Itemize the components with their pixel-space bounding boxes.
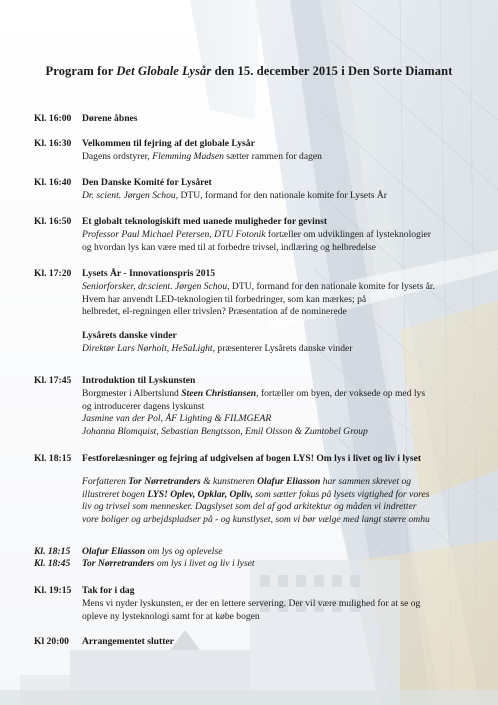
time-label: Kl. 16:00 — [34, 113, 72, 124]
item-heading: Den Danske Komité for Lysåret — [82, 177, 212, 188]
sub-heading: Lysårets danske vinder — [82, 330, 177, 342]
item-text: Hvem har anvendt LED-teknologien til forbedringer, som kan mærkes; på — [82, 293, 367, 305]
item-text: sætter rammen for dagen — [223, 150, 322, 162]
item-heading: Festforelæsninger og fejring af udgivelsen af bogen LYS! Om lys i livet og liv i lyset — [82, 453, 422, 464]
time-label: Kl 20:00 — [34, 636, 69, 647]
speaker-name: Steen Christiansen — [181, 387, 257, 399]
title-date-venue: den 15. december 2015 i Den Sorte Diamant — [211, 64, 453, 78]
item-text: helbredet, el-regningen eller trivslen? Præsentation af de nominerede — [82, 306, 347, 318]
artist-credit: Johanna Blomquist, Sebastian Bengtsson, Emil Olsson & Zumtobel Group — [82, 426, 368, 438]
item-text: DTU, formand for den nationale komite for Lysets År — [178, 189, 387, 201]
item-text: og hvordan lys kan være med til at forbedre trivsel, indlæring og helbredelse — [82, 241, 376, 253]
time-label: Kl. 16:40 — [34, 177, 72, 188]
item-heading: Tak for i dag — [82, 585, 135, 596]
artist-credit: Jasmine van der Pol, ÅF Lighting & FILMGEAR — [82, 413, 272, 425]
item-text: om lys i livet og liv i lyset — [154, 558, 255, 569]
item-text: og introducerer dagens lyskunst — [82, 400, 205, 412]
speaker-name: Olafur Eliasson — [82, 546, 146, 557]
speaker-name: Flemming Madsen — [152, 150, 224, 162]
item-heading: Et globalt teknologiskift med uanede muligheder for gevinst — [82, 216, 328, 227]
book-title: LYS! Oplev, Opklar, Opliv, — [147, 488, 253, 500]
item-text: har sammen skrevet og — [320, 475, 412, 487]
item-text: liv og trivsel som mennesker. Dagslyset som del af god arkitektur og måden vi indretter — [82, 501, 417, 513]
title-text: Program for — [45, 64, 117, 78]
item-text: Forfatteren — [82, 475, 129, 487]
item-text: Mens vi nyder lyskunsten, er der en lettere servering. Der vil være mulighed for at se og — [82, 597, 421, 609]
item-text: , fortæller om byen, der voksede op med lys — [256, 387, 426, 399]
speaker-name: Professor Paul Michael Petersen, DTU Fotonik — [82, 228, 266, 240]
page-title — [0, 64, 498, 79]
item-text: illustreret bogen — [82, 488, 148, 500]
time-label: Kl. 16:50 — [34, 216, 72, 227]
time-label: Kl. 19:15 — [34, 585, 72, 596]
item-text: Dagens ordstyrer, — [82, 150, 153, 162]
item-text: & kunstneren — [200, 475, 258, 487]
speaker-name: Dr. scient. Jørgen Schou, — [82, 189, 179, 201]
item-heading: Dørene åbnes — [82, 113, 138, 124]
time-label: Kl. 17:20 — [34, 268, 72, 279]
item-heading: Lysets År - Innovationspris 2015 — [82, 268, 216, 279]
item-text: som sætter fokus på lysets vigtighed for vores — [252, 488, 430, 500]
item-text: Borgmester i Albertslund — [82, 387, 182, 399]
item-text: præsenterer Lysårets danske vinder — [215, 342, 353, 354]
item-heading: Arrangementet slutter — [82, 636, 174, 647]
time-label: Kl. 18:15 — [34, 546, 71, 557]
speaker-name: Olafur Eliasson — [257, 475, 321, 487]
speaker-name: Seniorforsker, dr.scient. Jørgen Schou, — [82, 280, 230, 292]
item-text: DTU, formand for den nationale komite for lysets år. — [229, 280, 435, 292]
item-text: vore boliger og arbejdspladser på - og kunstlyset, som vi bør vælge med langt større omhu — [82, 514, 430, 526]
time-label: Kl. 17:45 — [34, 375, 72, 386]
item-heading: Velkommen til fejring af det globale Lysår — [82, 138, 255, 149]
speaker-name: Direktør Lars Nørholt, HeSaLight, — [82, 342, 215, 354]
item-text: fortæller om udviklingen af lysteknologier — [265, 228, 431, 240]
time-label: Kl. 16:30 — [34, 138, 72, 149]
time-label: Kl. 18:15 — [34, 453, 72, 464]
title-event-name: Det Globale Lysår — [116, 64, 212, 78]
item-heading: Introduktion til Lyskunsten — [82, 375, 196, 386]
speaker-name: Tor Nørretranders — [82, 558, 155, 569]
speaker-name: Tor Nørretranders — [128, 475, 201, 487]
time-label: Kl. 18:45 — [34, 558, 71, 569]
item-text: opleve ny lysteknologi samt for at købe bogen — [82, 610, 260, 622]
item-text: om lys og oplevelse — [145, 546, 223, 557]
